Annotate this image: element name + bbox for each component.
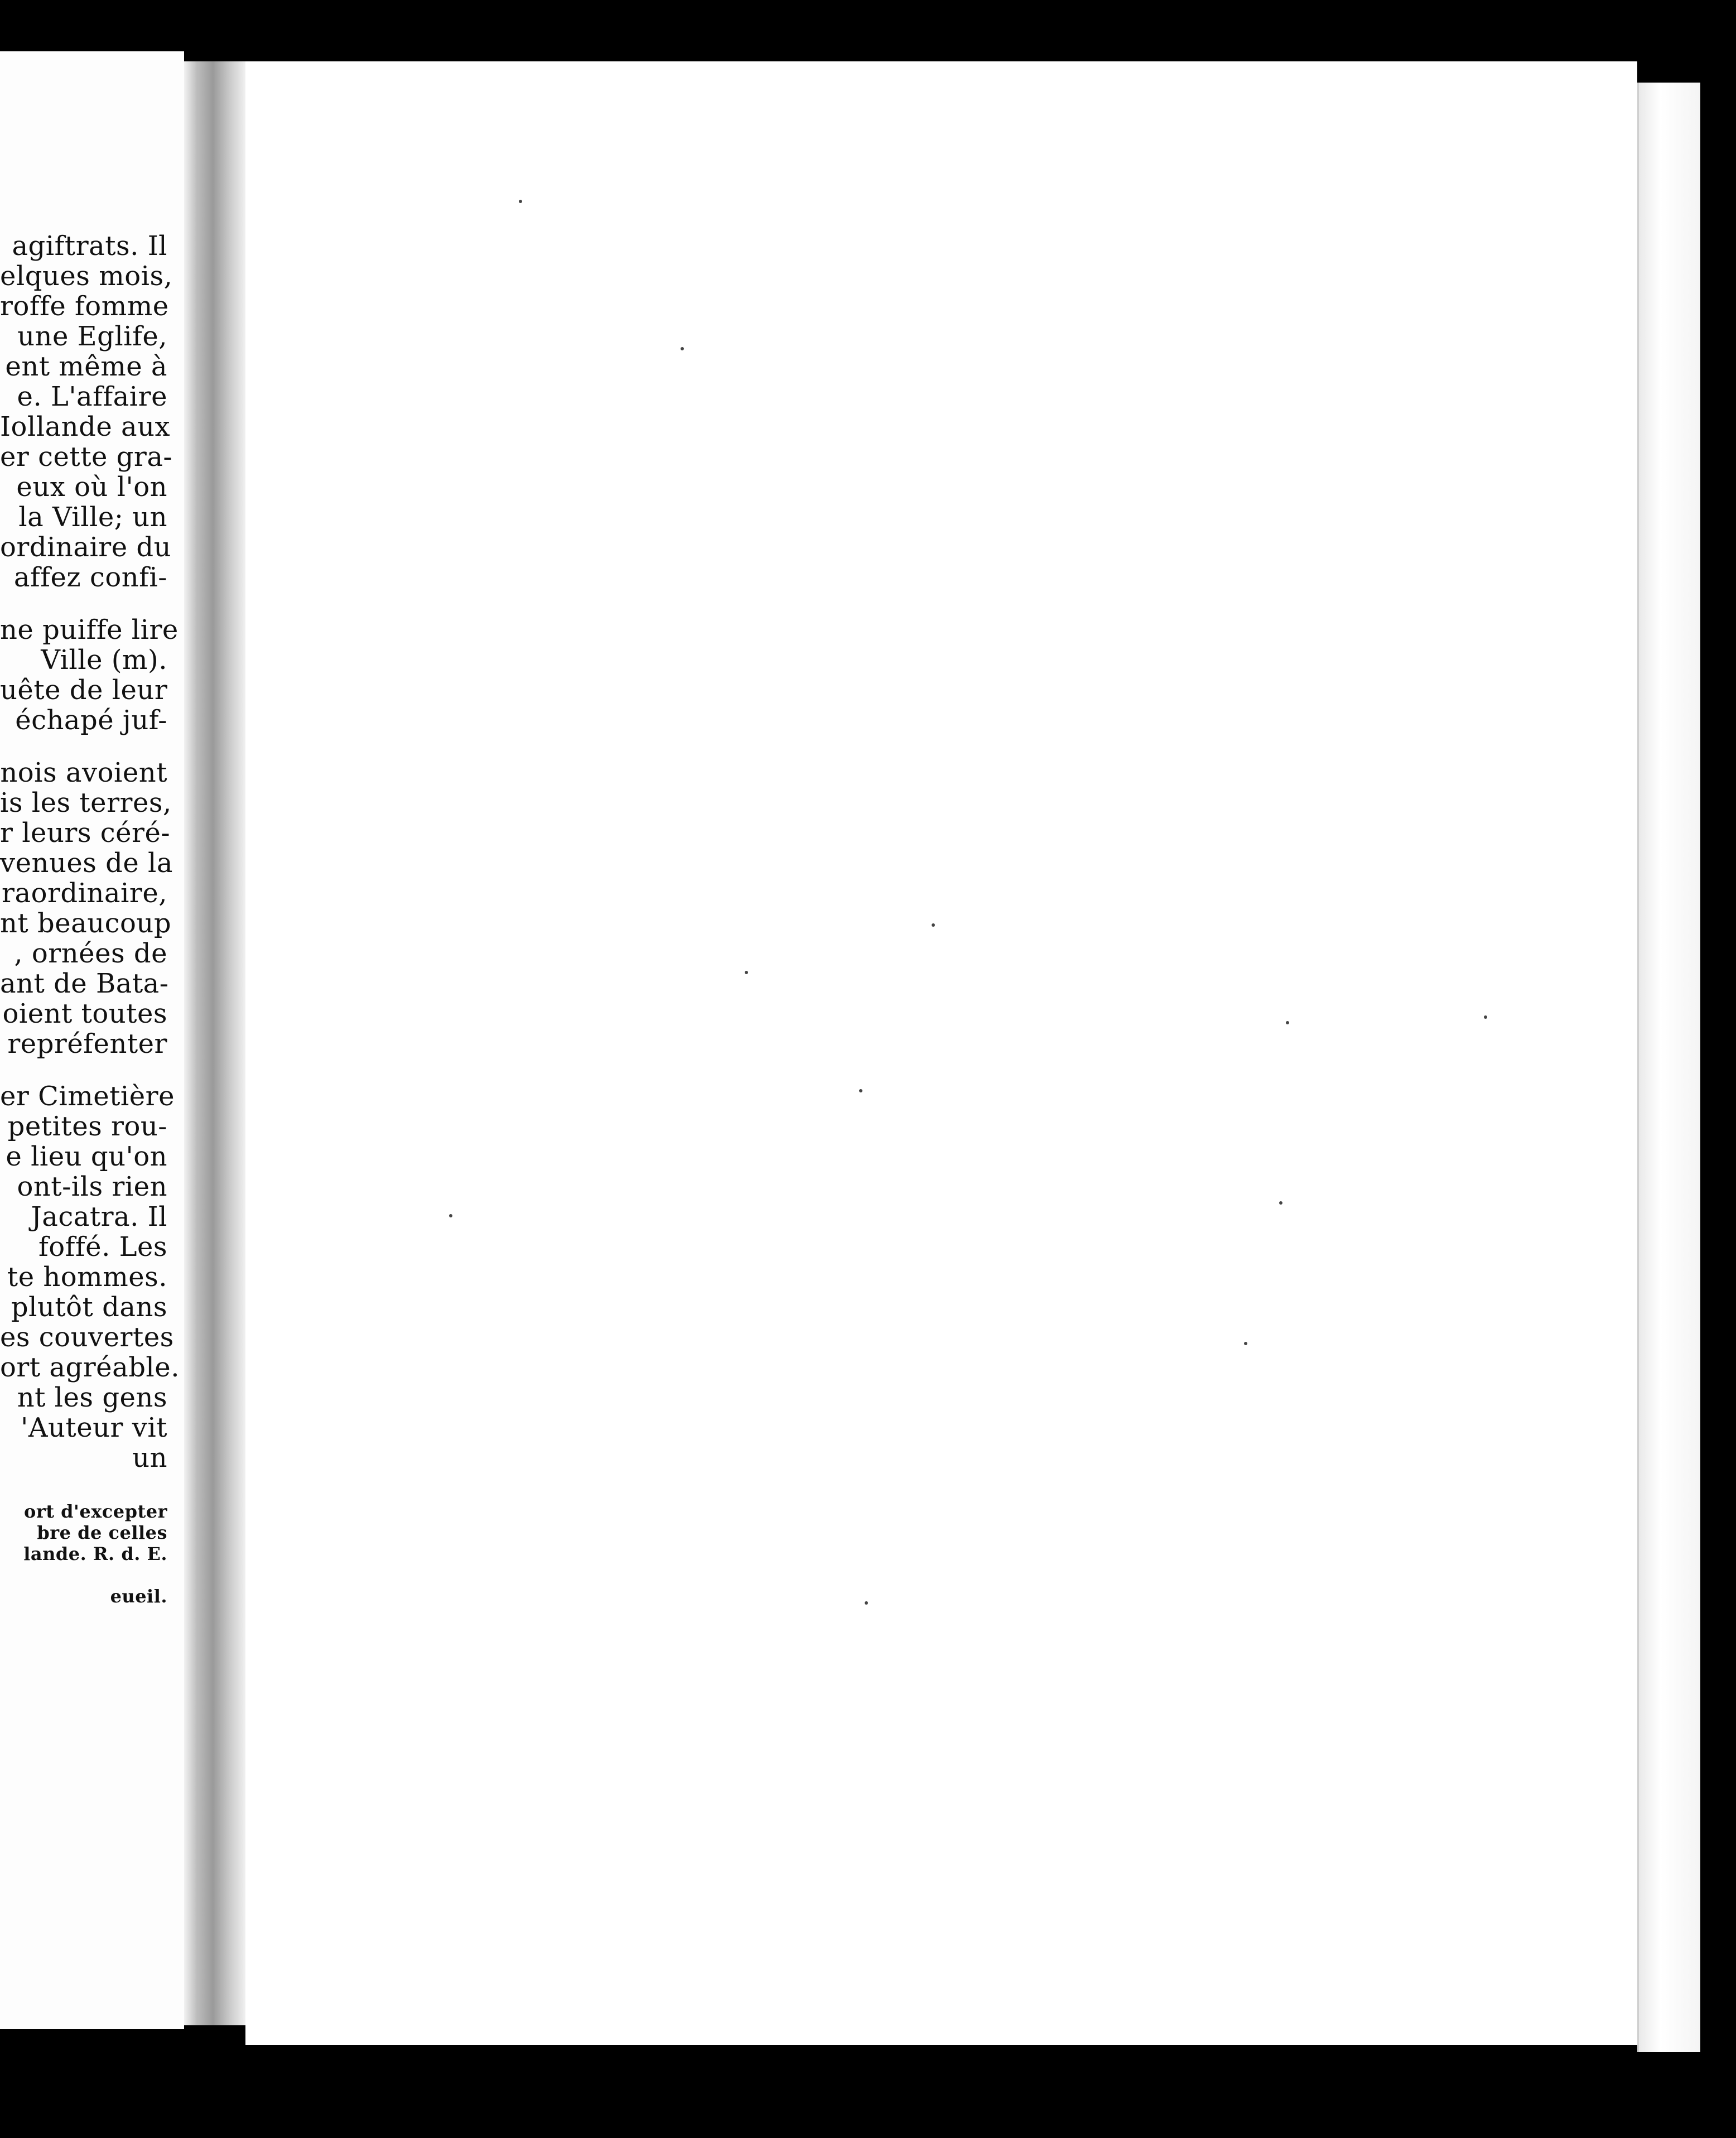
text-line: un <box>132 1442 167 1474</box>
text-line: nois avoient <box>0 757 167 788</box>
text-line: plutôt dans <box>11 1292 167 1323</box>
text-line: 'Auteur vit <box>21 1412 167 1443</box>
text-line: petites rou- <box>7 1111 167 1142</box>
text-line: agiftrats. Il <box>12 230 167 262</box>
text-line: is les terres, <box>0 787 172 818</box>
text-line: ont-ils rien <box>17 1171 167 1202</box>
text-line: nt beaucoup <box>0 908 172 939</box>
text-line: elques mois, <box>0 261 173 292</box>
page-edges <box>1637 83 1700 2052</box>
text-line: , ornées de <box>14 938 167 969</box>
text-line: ordinaire du <box>0 532 172 563</box>
text-line: Ville (m). <box>41 644 167 676</box>
text-line: er cette gra- <box>0 441 173 473</box>
text-line: ort agréable. <box>0 1352 180 1383</box>
text-line: affez confi- <box>13 562 167 593</box>
text-line: roffe fomme <box>0 291 169 322</box>
paragraph-gap <box>0 1059 167 1081</box>
text-line: oient toutes <box>2 998 167 1029</box>
text-line: eux où l'on <box>16 471 167 503</box>
footnote-line: ort d'excepter <box>24 1501 167 1522</box>
text-line: r leurs céré- <box>0 817 171 849</box>
footnote-line: bre de celles <box>37 1522 167 1543</box>
paragraph-gap <box>0 735 167 758</box>
paper-speck <box>865 1601 868 1605</box>
text-line: ent même à <box>5 351 167 382</box>
text-line: ne puiffe lire <box>0 614 179 646</box>
text-line: une Eglife, <box>17 321 167 352</box>
text-line: venues de la <box>0 848 173 879</box>
footnote-line: eueil. <box>110 1586 167 1607</box>
text-line: uête de leur <box>0 675 168 706</box>
paper-speck <box>932 923 935 927</box>
text-line: repréfenter <box>7 1028 167 1060</box>
text-line: es couvertes <box>0 1322 174 1353</box>
paper-speck <box>681 347 684 350</box>
text-line: foffé. Les <box>38 1231 167 1263</box>
paper-speck <box>859 1089 862 1092</box>
text-line: Jacatra. Il <box>31 1201 167 1232</box>
text-line: nt les gens <box>17 1382 167 1413</box>
text-line: e lieu qu'on <box>6 1141 167 1172</box>
text-line: la Ville; un <box>18 502 167 533</box>
facing-page <box>0 51 184 2029</box>
text-line: raordinaire, <box>2 878 167 909</box>
paper-speck <box>745 971 748 974</box>
text-line: échapé juf- <box>15 705 167 736</box>
book-gutter <box>184 61 248 2025</box>
paper-speck <box>519 200 522 203</box>
footnote-gap <box>0 1473 167 1501</box>
facing-page-text <box>0 230 180 1607</box>
paper-speck <box>1279 1201 1282 1205</box>
text-line: ant de Bata- <box>0 968 169 999</box>
text-line: er Cimetière <box>0 1081 175 1112</box>
paper-speck <box>449 1214 452 1217</box>
text-line: te hommes. <box>7 1261 167 1293</box>
text-line: e. L'affaire <box>17 381 167 412</box>
blank-page <box>245 61 1637 2045</box>
paper-speck <box>1244 1342 1247 1345</box>
paragraph-gap <box>0 593 167 615</box>
footnote-line: lande. R. d. E. <box>23 1543 167 1564</box>
footnote-line <box>0 1564 167 1586</box>
text-line: Iollande aux <box>0 411 171 442</box>
paper-speck <box>1286 1021 1289 1024</box>
paper-speck <box>1484 1015 1487 1019</box>
